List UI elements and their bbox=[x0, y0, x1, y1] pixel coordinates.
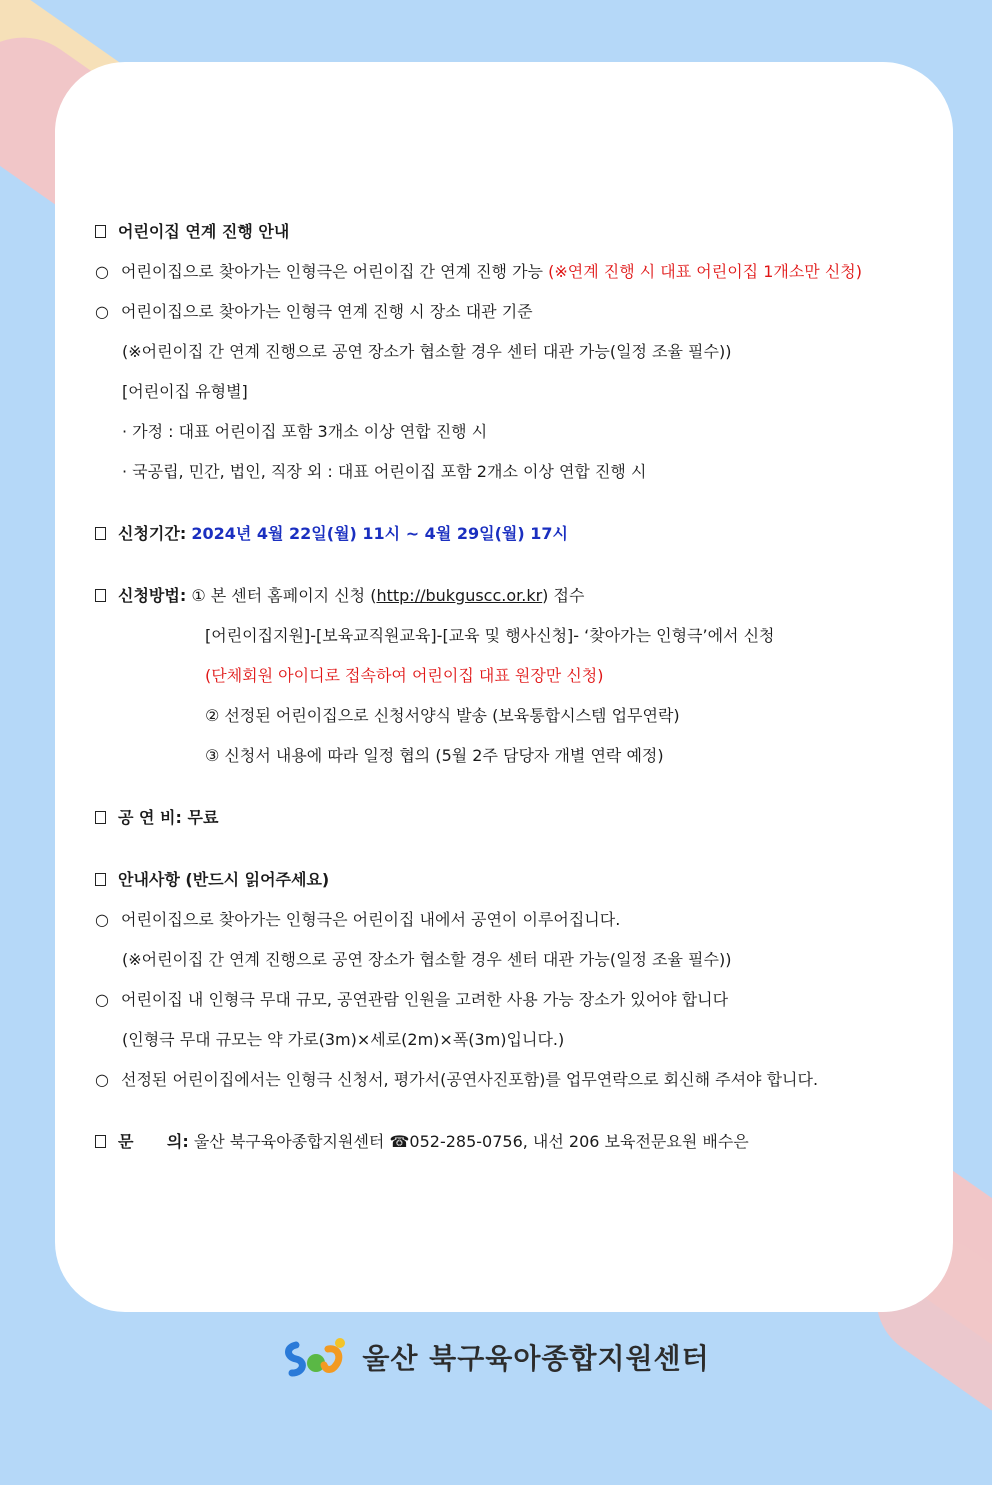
period-value: 2024년 4월 22일(월) 11시 ~ 4월 29일(월) 17시 bbox=[191, 524, 568, 543]
notice-content bbox=[95, 218, 925, 1168]
period-label: 신청기간: bbox=[118, 524, 187, 543]
method-step1-post: ) 접수 bbox=[542, 586, 585, 605]
notice-item-3 bbox=[95, 1066, 925, 1106]
collab-item-1-text: 어린이집으로 찾아가는 인형극은 어린이집 간 연계 진행 가능 bbox=[121, 262, 549, 281]
notice-heading bbox=[95, 866, 925, 906]
footer-org-name: 울산 북구육아종합지원센터 bbox=[362, 1342, 710, 1375]
collab-item-1-red-note: (※연계 진행 시 대표 어린이집 1개소만 신청) bbox=[548, 262, 862, 281]
method-step3: ③ 신청서 내용에 따라 일정 협의 (5월 2주 담당자 개별 연락 예정) bbox=[205, 746, 664, 765]
fee-label: 공 연 비: bbox=[118, 808, 182, 827]
notice-item-1-sub: (※어린이집 간 연계 진행으로 공연 장소가 협소할 경우 센터 대관 가능(일정 조율 필수)) bbox=[122, 950, 732, 969]
method-step2: ② 선정된 어린이집으로 신청서양식 발송 (보육통합시스템 업무연락) bbox=[205, 706, 680, 725]
notice-item-1-text: 어린이집으로 찾아가는 인형극은 어린이집 내에서 공연이 이루어집니다. bbox=[121, 910, 621, 929]
fee-value: 무료 bbox=[187, 808, 219, 827]
notice-item-2 bbox=[95, 986, 925, 1026]
notice-title: 안내사항 (반드시 읽어주세요) bbox=[118, 870, 330, 889]
collab-venue-note: (※어린이집 간 연계 진행으로 공연 장소가 협소할 경우 센터 대관 가능(일정 조율 필수)) bbox=[122, 342, 732, 361]
contact-row bbox=[95, 1128, 925, 1168]
notice-item-3-text: 선정된 어린이집에서는 인형극 신청서, 평가서(공연사진포함)를 업무연락으로 회신해 주셔야 합니다. bbox=[121, 1070, 819, 1089]
collab-type-other: · 국공립, 민간, 법인, 직장 외 : 대표 어린이집 포함 2개소 이상 연합 진행 시 bbox=[122, 462, 647, 481]
collab-item-2-text: 어린이집으로 찾아가는 인형극 연계 진행 시 장소 대관 기준 bbox=[121, 302, 533, 321]
collab-title: 어린이집 연계 진행 안내 bbox=[118, 222, 290, 241]
circle-bullet-icon: ○ bbox=[95, 262, 109, 281]
center-logo-icon bbox=[282, 1335, 352, 1379]
period-row bbox=[95, 520, 925, 560]
collab-item-2 bbox=[95, 298, 925, 338]
method-path: [어린이집지원]-[보육교직원교육]-[교육 및 행사신청]- ‘찾아가는 인형극’에서 신청 bbox=[205, 626, 775, 645]
checkbox-square-icon bbox=[95, 527, 106, 540]
method-step1-pre: ① 본 센터 홈페이지 신청 ( bbox=[191, 586, 377, 605]
checkbox-square-icon bbox=[95, 589, 106, 602]
checkbox-square-icon bbox=[95, 225, 106, 238]
circle-bullet-icon: ○ bbox=[95, 910, 109, 929]
contact-value: 울산 북구육아종합지원센터 ☎052-285-0756, 내선 206 보육전문요원 배수은 bbox=[193, 1132, 749, 1151]
method-label: 신청방법: bbox=[118, 586, 187, 605]
checkbox-square-icon bbox=[95, 1135, 106, 1148]
collab-section-heading bbox=[95, 218, 925, 258]
circle-bullet-icon: ○ bbox=[95, 990, 109, 1009]
checkbox-square-icon bbox=[95, 811, 106, 824]
method-red-note: (단체회원 아이디로 접속하여 어린이집 대표 원장만 신청) bbox=[205, 666, 604, 685]
circle-bullet-icon: ○ bbox=[95, 302, 109, 321]
homepage-link[interactable]: http://bukguscc.or.kr bbox=[376, 586, 543, 605]
contact-label: 문 의: bbox=[118, 1132, 189, 1151]
circle-bullet-icon: ○ bbox=[95, 1070, 109, 1089]
checkbox-square-icon bbox=[95, 873, 106, 886]
collab-item-1 bbox=[95, 258, 925, 298]
collab-type-home: · 가정 : 대표 어린이집 포함 3개소 이상 연합 진행 시 bbox=[122, 422, 488, 441]
fee-row bbox=[95, 804, 925, 844]
footer bbox=[0, 1335, 992, 1383]
method-row bbox=[95, 582, 925, 622]
notice-item-2-text: 어린이집 내 인형극 무대 규모, 공연관람 인원을 고려한 사용 가능 장소가 있어야 합니다 bbox=[121, 990, 729, 1009]
notice-item-2-sub: (인형극 무대 규모는 약 가로(3m)×세로(2m)×폭(3m)입니다.) bbox=[122, 1030, 565, 1049]
notice-item-1 bbox=[95, 906, 925, 946]
collab-type-heading: [어린이집 유형별] bbox=[122, 382, 248, 401]
